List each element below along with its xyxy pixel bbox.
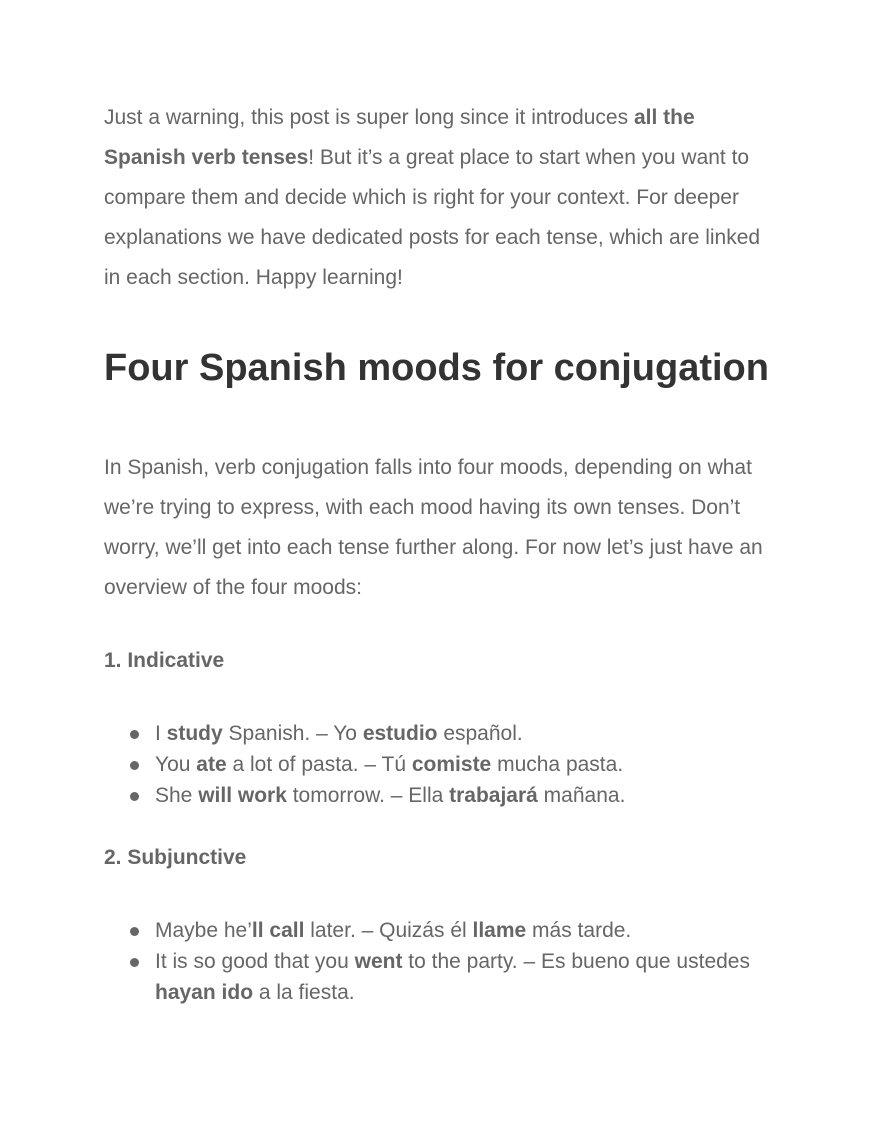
bold-text: ate	[196, 753, 227, 776]
bold-text: trabajará	[449, 784, 538, 807]
text-run: a la fiesta.	[253, 981, 355, 1004]
list-item	[104, 749, 776, 780]
bullet-icon	[130, 792, 139, 801]
text-run: más tarde.	[526, 919, 632, 942]
text-run: She	[155, 784, 199, 807]
text-run: Just a warning, this post is super long since it introduces	[104, 106, 634, 129]
text-run: later. – Quizás él	[304, 919, 473, 942]
list-item	[104, 718, 776, 749]
text-run: to the party. – Es bueno que ustedes	[402, 950, 750, 973]
bold-text: will work	[198, 784, 287, 807]
text-run: I	[155, 722, 167, 745]
overview-paragraph	[104, 448, 776, 608]
text-run: tomorrow. – Ella	[286, 784, 450, 807]
mood-title-subjunctive: 2. Subjunctive	[104, 846, 247, 869]
text-run: a lot of pasta. – Tú	[226, 753, 412, 776]
text-run: mañana.	[537, 784, 626, 807]
mood-title-indicative: 1. Indicative	[104, 649, 225, 672]
list-item	[104, 946, 776, 1008]
bullet-icon	[130, 761, 139, 770]
section-heading: Four Spanish moods for conjugation	[104, 347, 769, 389]
bold-text: study	[166, 722, 223, 745]
list-item	[104, 915, 776, 946]
bold-text: estudio	[362, 722, 438, 745]
list-item	[104, 780, 776, 811]
bold-text: comiste	[411, 753, 492, 776]
text-run: Spanish. – Yo	[222, 722, 363, 745]
bold-text: hayan ido	[155, 981, 254, 1004]
text-run: You	[155, 753, 197, 776]
subjunctive-examples-list	[104, 915, 776, 1008]
text-run: In Spanish, verb conjugation falls into four moods, depending on what we’re trying to express, with each mood having its own tenses. Don’t worry, we’ll get into each tense further along. For now let’s just have an overview of the four moods:	[104, 456, 763, 599]
indicative-examples-list	[104, 718, 776, 811]
bold-text: ll call	[251, 919, 305, 942]
text-run: mucha pasta.	[491, 753, 624, 776]
bullet-icon	[130, 730, 139, 739]
bullet-icon	[130, 927, 139, 936]
text-run: ! But it’s a great place to start when you want to compare them and decide which is right for your context. For deeper explanations we have dedicated posts for each tense, which are linked in each section. Happy learning!	[104, 146, 761, 289]
bullet-icon	[130, 958, 139, 967]
bold-text: all the Spanish verb tenses	[104, 106, 695, 169]
intro-paragraph	[104, 98, 776, 298]
text-run: español.	[437, 722, 523, 745]
text-run: Maybe he’	[155, 919, 252, 942]
bold-text: went	[354, 950, 403, 973]
bold-text: llame	[472, 919, 527, 942]
text-run: It is so good that you	[155, 950, 355, 973]
